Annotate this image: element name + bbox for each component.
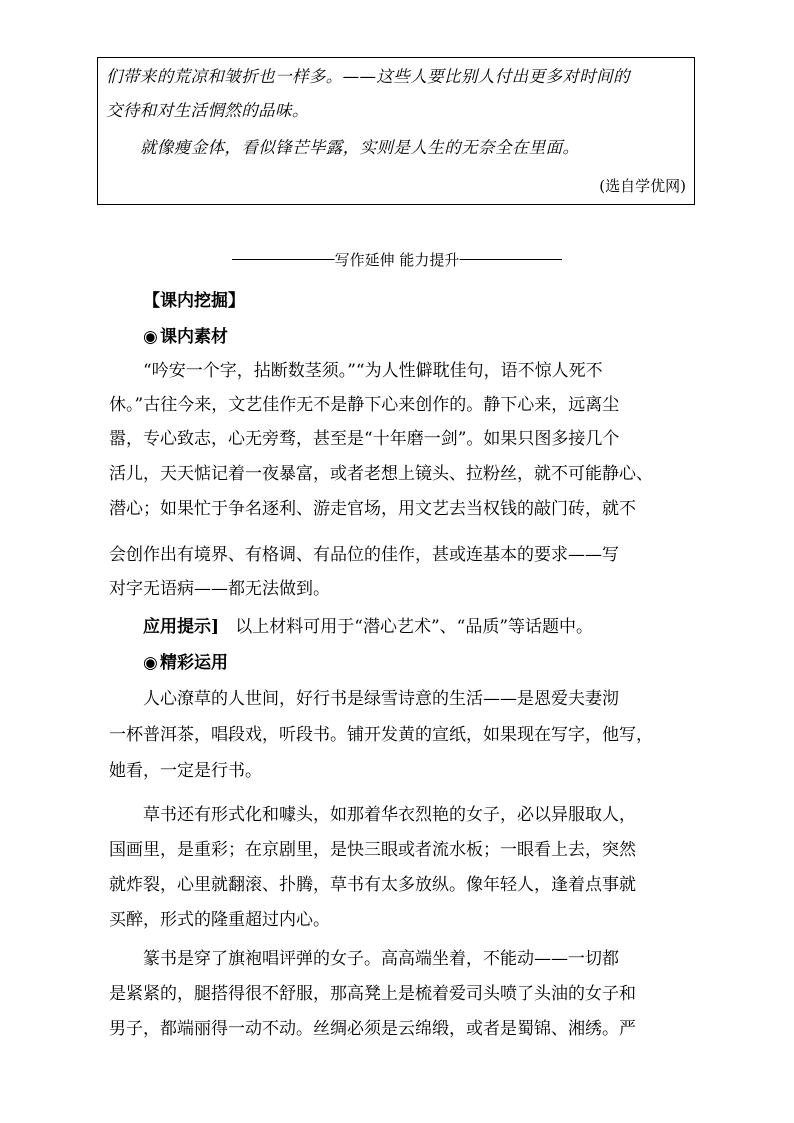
- para-line: “吟安一个字，拈断数茎须。”“为人性僻耽佳句，语不惊人死不: [143, 361, 603, 381]
- para-line: 对字无语病——都无法做到。: [109, 579, 330, 599]
- para-line: 会创作出有境界、有格调、有品位的佳作，甚或连基本的要求——写: [109, 545, 619, 565]
- subheading-label: 精彩运用: [160, 653, 228, 673]
- para-line: 男子，都端丽得一动不动。丝绸必须是云绵缎，或者是蜀锦、湘绣。严: [109, 1019, 636, 1039]
- section-title-text: 写作延伸 能力提升: [334, 251, 460, 269]
- tip-text: 以上材料可用于“潜心艺术”、“品质”等话题中。: [235, 617, 594, 637]
- section-title: [282, 249, 512, 269]
- tip-label: 应用提示]: [143, 617, 220, 637]
- para-line: 篆书是穿了旗袍唱评弹的女子。高高端坐着，不能动——一切都: [143, 949, 619, 969]
- para-line: 潜心；如果忙于争名逐利、游走官场，用文艺去当权钱的敲门砖，就不: [109, 499, 636, 519]
- quote-line: 交待和对生活惘然的品味。: [106, 101, 309, 120]
- subheading-usage: [143, 648, 228, 673]
- bullet-icon: ◉: [143, 653, 158, 673]
- quote-line: 就像瘦金体，看似锋芒毕露，实则是人生的无奈全在里面。: [140, 138, 580, 157]
- para-line: 草书还有形式化和噱头，如那着华衣烈艳的女子，必以异服取人，: [143, 805, 636, 825]
- para-line: 买醉，形式的隆重超过内心。: [109, 910, 330, 930]
- para-line: 她看，一定是行书。: [109, 761, 262, 781]
- application-tip: [143, 612, 593, 637]
- quote-line: 们带来的荒凉和皱折也一样多。——这些人要比别人付出更多对时间的: [106, 67, 630, 86]
- para-line: 国画里，是重彩；在京剧里，是快三眼或者流水板；一眼看上去，突然: [109, 840, 636, 860]
- quote-box: [97, 57, 695, 205]
- para-line: 嚣，专心致志，心无旁骛，甚至是“十年磨一剑”。如果只图多接几个: [109, 429, 620, 449]
- para-line: 就炸裂，心里就翻滚、扑腾，草书有太多放纵。像年轻人，逢着点事就: [109, 875, 636, 895]
- subheading-label: 课内素材: [160, 327, 228, 347]
- para-line: 休。”古往今来，文艺佳作无不是静下心来创作的。静下心来，远离尘: [109, 395, 620, 415]
- para-line: 人心潦草的人世间，好行书是绿雪诗意的生活——是恩爱夫妻沏: [143, 689, 619, 709]
- para-line: 是紧紧的，腿搭得很不舒服，那高凳上是梳着爱司头喷了头油的女子和: [109, 984, 636, 1004]
- quote-source: (选自学优网): [599, 177, 686, 195]
- heading-classroom-mining: 【课内挖掘】: [143, 291, 245, 311]
- para-line: 活儿，天天惦记着一夜暴富，或者老想上镜头、拉粉丝，就不可能静心、: [109, 464, 653, 484]
- subheading-material: [143, 322, 228, 347]
- para-line: 一杯普洱茶，唱段戏，听段书。铺开发黄的宣纸，如果现在写字，他写，: [109, 725, 653, 745]
- bullet-icon: ◉: [143, 327, 158, 347]
